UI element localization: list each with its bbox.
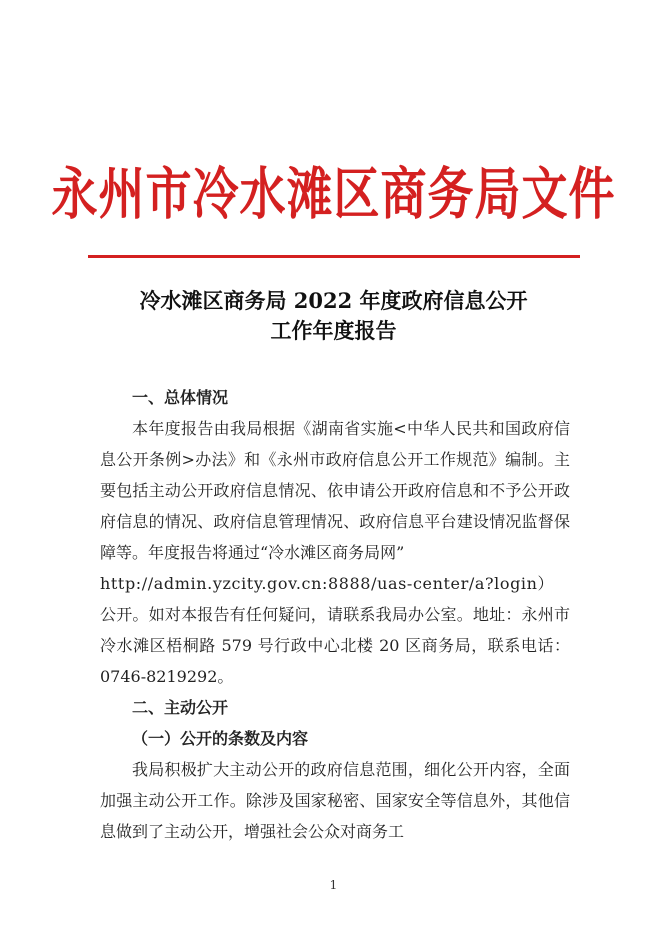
section-heading-active-disclosure: 二、主动公开: [132, 698, 229, 717]
document-title: [0, 286, 667, 346]
document-title-line-2: 工作年度报告: [270, 318, 397, 343]
contact-text: 公开。如对本报告有任何疑问，请联系我局办公室。地址：永州市冷水滩区梧桐路 579 号行政中心北楼 20 区商务局，联系电话：0746-8219292。: [100, 605, 570, 686]
website-url: http://admin.yzcity.gov.cn:8888/uas-center/a?login）: [100, 574, 555, 593]
section-heading-overview: 一、总体情况: [132, 388, 229, 407]
overview-text: 本年度报告由我局根据《湖南省实施<中华人民共和国政府信息公开条例>办法》和《永州市政府信息公开工作规范》编制。主要包括主动公开政府信息情况、依申请公开政府信息和不予公开政府信息的情况、政府信息管理情况、政府信息平台建设情况监督保障等。年度报告将通过“冷水滩区商务局网”: [100, 419, 570, 562]
document-body: [100, 382, 570, 847]
header-red-rule: [88, 255, 580, 258]
page-number: 1: [329, 878, 338, 892]
overview-paragraph: [100, 413, 570, 692]
active-disclosure-paragraph: 我局积极扩大主动公开的政府信息范围，细化公开内容，全面加强主动公开工作。除涉及国家秘密、国家安全等信息外，其他信息做到了主动公开，增强社会公众对商务工: [100, 760, 570, 841]
document-title-line-1: 冷水滩区商务局 2022 年度政府信息公开: [139, 288, 528, 313]
document-header-title: 永州市冷水滩区商务局文件: [51, 160, 616, 227]
subsection-heading-count-content: （一）公开的条数及内容: [132, 729, 309, 748]
